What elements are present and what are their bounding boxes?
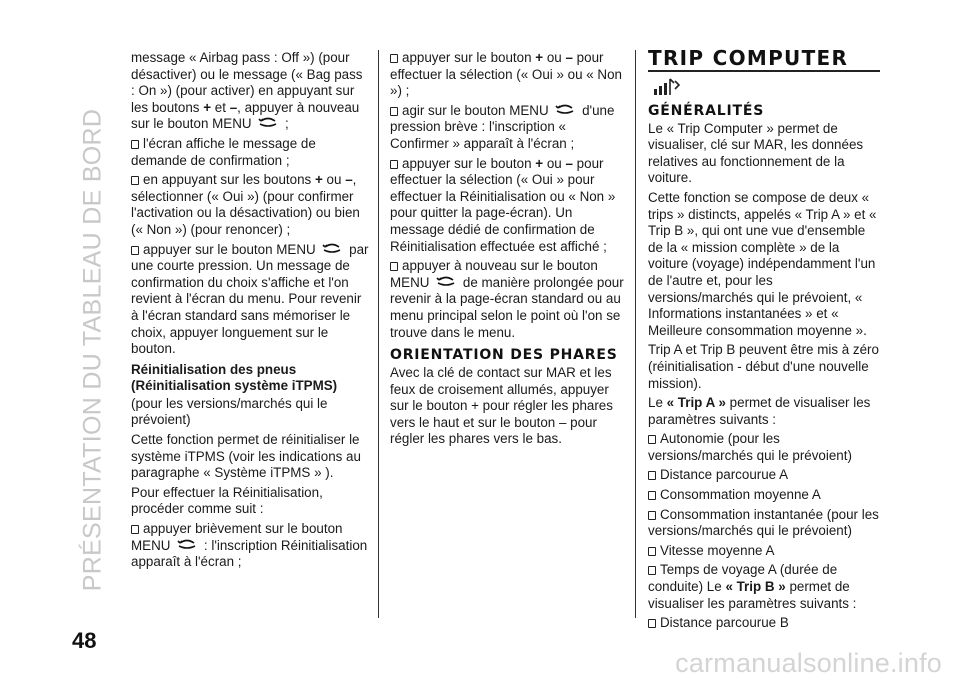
text: appuyer sur le bouton [402, 50, 532, 65]
bullet-item [390, 156, 628, 256]
section-heading: ORIENTATION DES PHARES [390, 347, 618, 364]
text: : l'inscription Réinitialisation apparaît à l'écran ; [131, 537, 368, 570]
checkbox-bullet-icon [131, 525, 139, 534]
text: ou [546, 155, 562, 171]
text: ou [326, 172, 342, 188]
paragraph [131, 50, 369, 133]
parameter-list-trip-a [648, 431, 880, 632]
chapter-heading: TRIP COMPUTER [648, 46, 849, 70]
list-item [648, 431, 880, 464]
text: Autonomie (pour les versions/marchés qui le prévoient) [648, 431, 852, 463]
paragraph [648, 395, 880, 428]
list-item [648, 562, 880, 612]
text: Distance parcourue A [660, 467, 789, 483]
checkbox-bullet-icon [131, 140, 139, 149]
minus-symbol: – [229, 99, 238, 115]
paragraph: Cette fonction permet de réinitialiser le système iTPMS (voir les indications au paragraphe « Système iTPMS » ). [131, 432, 361, 481]
column-1 [131, 50, 369, 574]
menu-button-icon [322, 243, 342, 254]
checkbox-bullet-icon [648, 619, 656, 628]
checkbox-bullet-icon [648, 471, 656, 480]
paragraph: Trip A et Trip B peuvent être mis à zéro (réinitialisation - début d'une nouvelle mission). [648, 342, 879, 391]
bullet-item [131, 136, 369, 169]
text: , sélectionner (« Oui ») (pour confirmer l'activation ou la désactivation) ou bien (« Non ») (pour renoncer) ; [131, 172, 360, 237]
text: Vitesse moyenne A [660, 542, 775, 558]
footer-watermark: carmanualsonline.info [675, 648, 942, 678]
text: permet de visualiser les paramètres suivants : [648, 579, 857, 611]
page-number: 48 [72, 628, 97, 653]
checkbox-bullet-icon [390, 160, 398, 169]
column-divider [635, 50, 636, 618]
text: Distance parcourue B [660, 615, 789, 631]
paragraph: Le « Trip Computer » permet de visualiser, clé sur MAR, les données relatives au fonctionnement de la voiture. [648, 120, 864, 186]
paragraph: Cette fonction se compose de deux « trips » distincts, appelés « Trip A » et « Trip B », qui ont une vue d'ensemble de la « mission complète » de la voiture (voyage) indépendamment l'un de l'autre et, pour les versions/marchés qui le prévoient, « Informations instantanées » et « Meilleure consommation moyenne ». [648, 189, 877, 338]
subsection-title-line: Réinitialisation des pneus [131, 361, 297, 377]
text: ou [546, 50, 562, 65]
plus-symbol: + [203, 99, 212, 115]
paragraph: (pour les versions/marchés qui le prévoient) [131, 395, 328, 428]
text: , appuyer à nouveau sur le bouton MENU [131, 99, 360, 132]
bullet-item [131, 242, 369, 358]
menu-button-icon [177, 539, 197, 550]
text: et [214, 99, 226, 115]
column-3 [648, 46, 880, 635]
text: Consommation instantanée (pour les versions/marchés qui le prévoient) [648, 506, 879, 539]
paragraph: Avec la clé de contact sur MAR et les feux de croisement allumés, appuyer sur le bouton + pour régler les phares vers le haut et sur le bouton – pour régler les phares vers le bas. [390, 365, 613, 447]
bullet-item [131, 172, 369, 238]
text: d'une pression brève : l'inscription « Confirmer » apparaît à l'écran ; [390, 102, 615, 151]
menu-button-icon [555, 104, 575, 115]
checkbox-bullet-icon [131, 176, 139, 185]
list-item [648, 487, 880, 504]
text: message « Airbag pass : Off ») (pour désactiver) ou le message (« Bag pass : On ») (pour activer) en appuyant sur les boutons [131, 50, 363, 115]
bullet-item [131, 521, 369, 571]
checkbox-bullet-icon [648, 435, 656, 444]
text: Temps de voyage A (durée de conduite) Le [648, 562, 838, 595]
list-item [648, 615, 880, 632]
bold-term: « Trip B » [725, 579, 786, 595]
checkbox-bullet-icon [648, 491, 656, 500]
plus-symbol: + [535, 155, 544, 171]
checkbox-bullet-icon [648, 547, 656, 556]
text: Le [648, 395, 663, 411]
minus-symbol: – [565, 155, 573, 171]
column-2 [390, 50, 628, 451]
bullet-item [390, 258, 628, 341]
trip-computer-icon [651, 77, 683, 97]
bold-term: « Trip A » [666, 395, 726, 411]
text: pour effectuer la sélection (« Oui » pour effectuer la Réinitialisation ou « Non » pour quitter la page-écran). Un message dédié de confirmation de Réinitialisation effectuée est affiché ; [390, 155, 616, 254]
text: appuyer à nouveau sur le bouton MENU [390, 258, 598, 290]
checkbox-bullet-icon [131, 246, 139, 255]
paragraph: Pour effectuer la Réinitialisation, procéder comme suit : [131, 484, 323, 517]
checkbox-bullet-icon [390, 54, 398, 63]
checkbox-bullet-icon [390, 262, 398, 271]
plus-symbol: + [535, 50, 544, 65]
menu-button-icon [436, 276, 456, 287]
subsection-title-line: (Réinitialisation système iTPMS) [131, 378, 338, 394]
text: pour effectuer la sélection (« Oui » ou « Non ») ; [390, 50, 622, 99]
subsection-heading: GÉNÉRALITÉS [648, 102, 765, 119]
text: appuyer sur le bouton [402, 155, 532, 171]
subsection-title [131, 362, 369, 395]
bullet-item [390, 50, 628, 100]
minus-symbol: – [345, 172, 353, 188]
bullet-item [390, 103, 628, 153]
text: en appuyant sur les boutons [143, 172, 312, 188]
text: Consommation moyenne A [660, 487, 821, 503]
text: ; [285, 116, 289, 132]
checkbox-bullet-icon [648, 511, 656, 520]
checkbox-bullet-icon [648, 566, 656, 575]
checkbox-bullet-icon [390, 107, 398, 116]
text: l'écran affiche le message de demande de confirmation ; [131, 135, 316, 168]
list-item [648, 543, 880, 560]
chapter-title-text: PRÉSENTATION DU TABLEAU DE BORD [78, 108, 107, 592]
column-divider [378, 50, 379, 618]
text: agir sur le bouton MENU [402, 102, 549, 118]
text: permet de visualiser les paramètres suivants : [648, 395, 871, 427]
text: appuyer brièvement sur le bouton MENU [131, 521, 343, 553]
list-item [648, 507, 880, 540]
plus-symbol: + [314, 172, 323, 188]
list-item [648, 467, 880, 484]
menu-button-icon [258, 117, 278, 128]
text: appuyer sur le bouton MENU [143, 241, 316, 257]
minus-symbol: – [565, 50, 573, 65]
text: de manière prolongée pour revenir à la page-écran standard ou au menu principal selon le point où l'on se trouve dans le menu. [390, 274, 624, 340]
text: par une courte pression. Un message de confirmation du choix s'affiche et l'on revient à l'écran du menu. Pour revenir à l'écran standard sans mémoriser le choix, appuyer longuement sur le bouton. [131, 241, 369, 357]
sidebar-chapter-title [78, 50, 108, 650]
